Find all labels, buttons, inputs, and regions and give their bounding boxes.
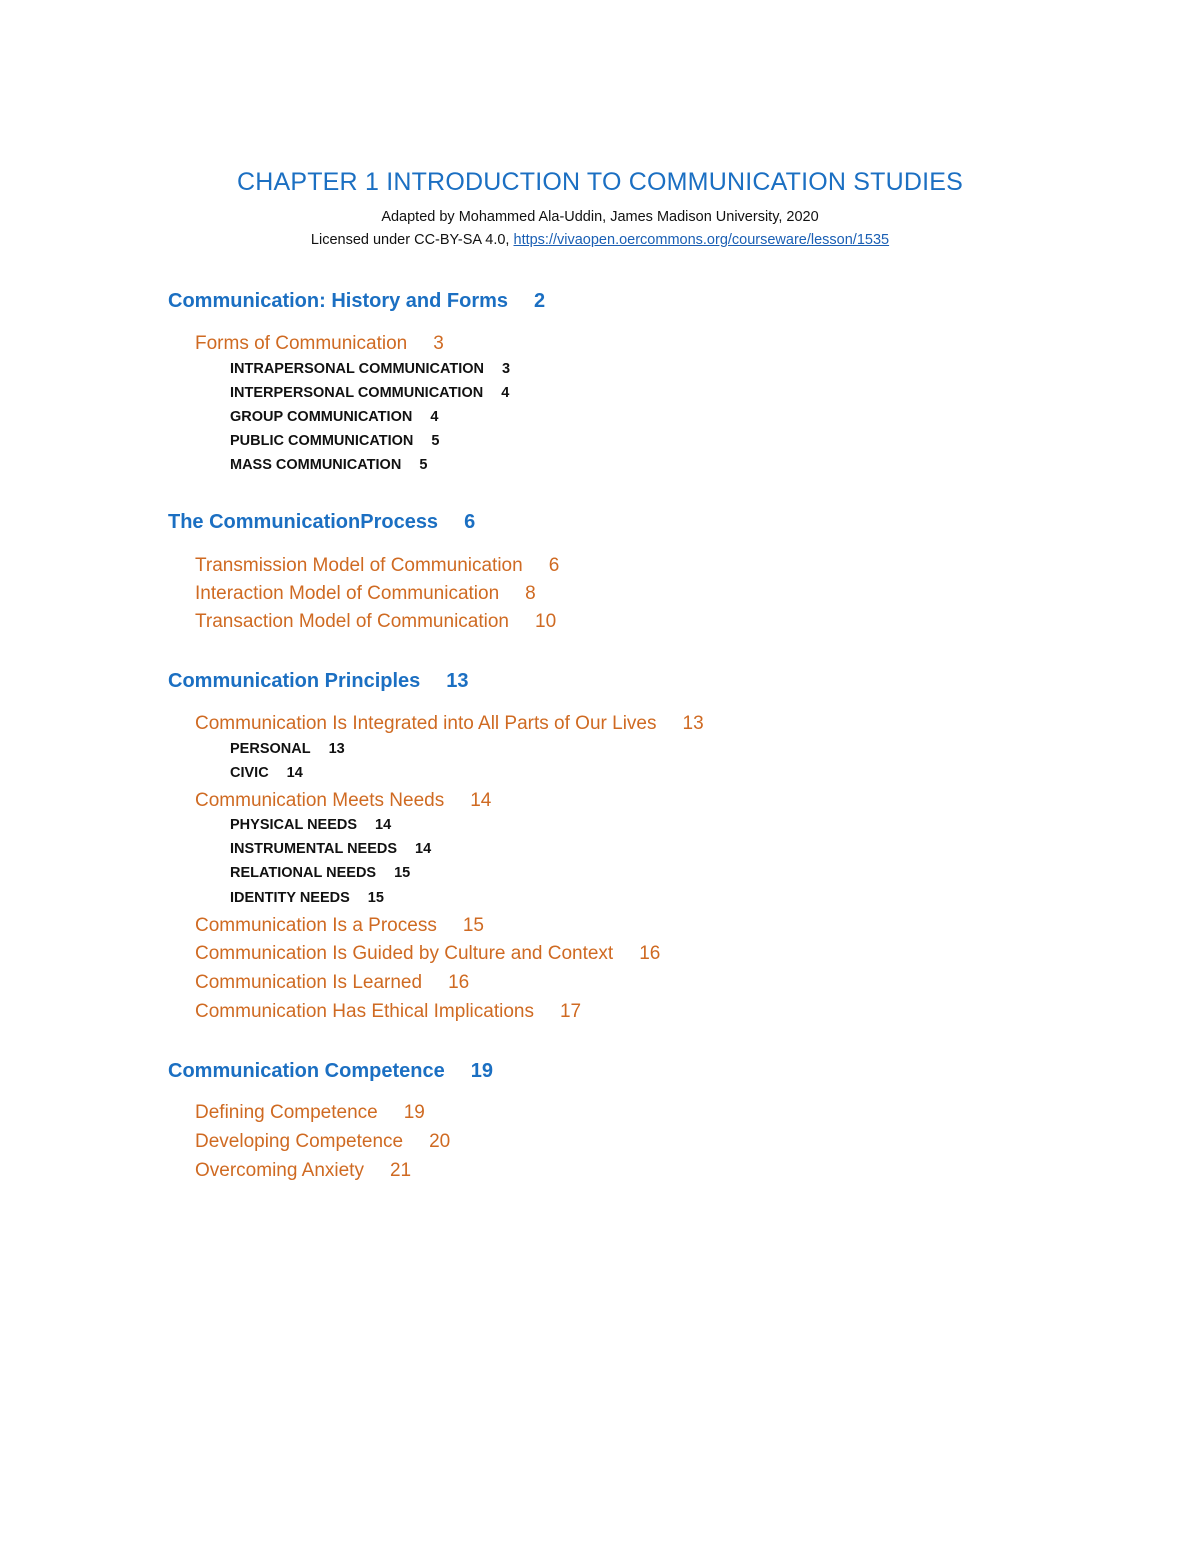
toc-entry-title: The CommunicationProcess	[168, 511, 439, 533]
toc-entry-page-number: 4	[430, 409, 439, 425]
toc-entry-page-number: 13	[682, 713, 704, 734]
toc-entry-title: GROUP COMMUNICATION	[230, 409, 413, 425]
toc-entry-level-2[interactable]	[195, 555, 559, 577]
toc-entry-page-number: 10	[535, 611, 557, 632]
toc-entry-title: INSTRUMENTAL NEEDS	[230, 841, 398, 857]
toc-entry-title: Communication Competence	[168, 1060, 445, 1082]
toc-entry-title: Developing Competence	[195, 1131, 404, 1152]
toc-entry-page-number: 15	[367, 890, 384, 906]
toc-entry-page-number: 14	[375, 817, 392, 833]
toc-entry-title: Communication Is Learned	[195, 972, 423, 993]
toc-entry-level-3[interactable]	[230, 841, 431, 857]
toc-entry-level-2[interactable]	[195, 583, 536, 605]
toc-entry-title: PUBLIC COMMUNICATION	[230, 433, 414, 449]
toc-entry-level-3[interactable]	[230, 765, 303, 781]
toc-entry-title: Interaction Model of Communication	[195, 583, 500, 604]
toc-entry-title: Communication Has Ethical Implications	[195, 1001, 534, 1022]
adaptation-credit: Adapted by Mohammed Ala-Uddin, James Madison University, 2020	[381, 209, 819, 225]
toc-entry-page-number: 13	[446, 670, 469, 692]
license-line	[0, 232, 1200, 248]
toc-entry-level-1[interactable]	[168, 290, 545, 313]
license-prefix: Licensed under CC-BY-SA 4.0,	[310, 232, 514, 248]
toc-entry-title: Communication Is a Process	[195, 915, 437, 936]
toc-entry-title: Communication Is Integrated into All Parts of Our Lives	[195, 713, 657, 734]
toc-entry-level-3[interactable]	[230, 385, 509, 401]
toc-entry-page-number: 20	[429, 1131, 451, 1152]
toc-entry-level-2[interactable]	[195, 1102, 425, 1124]
toc-entry-level-1[interactable]	[168, 511, 475, 534]
toc-entry-page-number: 3	[502, 361, 511, 377]
toc-entry-level-3[interactable]	[230, 741, 345, 757]
toc-entry-level-2[interactable]	[195, 713, 704, 735]
toc-entry-page-number: 14	[286, 765, 303, 781]
toc-entry-page-number: 15	[394, 865, 411, 881]
toc-entry-title: Forms of Communication	[195, 333, 408, 354]
toc-entry-level-2[interactable]	[195, 943, 660, 965]
toc-entry-level-3[interactable]	[230, 361, 510, 377]
toc-entry-title: Communication: History and Forms	[168, 290, 509, 312]
toc-entry-page-number: 17	[559, 1001, 582, 1022]
toc-entry-page-number: 8	[525, 583, 536, 604]
toc-entry-page-number: 16	[448, 972, 470, 993]
toc-entry-level-2[interactable]	[195, 333, 444, 355]
toc-entry-title: INTRAPERSONAL COMMUNICATION	[230, 361, 485, 377]
toc-entry-page-number: 15	[462, 915, 484, 936]
toc-entry-level-3[interactable]	[230, 890, 384, 906]
toc-entry-page-number: 14	[470, 790, 492, 811]
toc-entry-level-3[interactable]	[230, 865, 410, 881]
toc-entry-title: Overcoming Anxiety	[195, 1160, 364, 1181]
toc-entry-page-number: 21	[389, 1160, 412, 1181]
toc-entry-page-number: 13	[328, 741, 345, 757]
toc-entry-title: IDENTITY NEEDS	[230, 890, 350, 906]
toc-entry-level-3[interactable]	[230, 457, 427, 473]
toc-entry-level-2[interactable]	[195, 972, 469, 994]
toc-entry-title: Communication Is Guided by Culture and Context	[195, 943, 614, 964]
toc-entry-page-number: 6	[464, 511, 476, 533]
toc-entry-title: CIVIC	[230, 765, 269, 781]
toc-entry-level-2[interactable]	[195, 1160, 411, 1182]
toc-entry-level-2[interactable]	[195, 1131, 450, 1153]
toc-entry-level-3[interactable]	[230, 817, 391, 833]
toc-entry-level-2[interactable]	[195, 1001, 581, 1023]
toc-entry-title: Transaction Model of Communication	[195, 611, 509, 632]
toc-entry-page-number: 19	[403, 1102, 425, 1123]
toc-entry-title: PHYSICAL NEEDS	[230, 817, 358, 833]
toc-entry-page-number: 6	[548, 555, 560, 576]
toc-entry-title: RELATIONAL NEEDS	[230, 865, 377, 881]
toc-entry-page-number: 5	[419, 457, 428, 473]
toc-entry-title: Transmission Model of Communication	[195, 555, 523, 576]
toc-entry-page-number: 4	[501, 385, 510, 401]
toc-entry-page-number: 3	[433, 333, 444, 354]
toc-entry-page-number: 2	[534, 290, 546, 312]
toc-entry-page-number: 16	[639, 943, 661, 964]
toc-entry-level-1[interactable]	[168, 1060, 493, 1083]
toc-entry-level-3[interactable]	[230, 409, 438, 425]
toc-entry-level-2[interactable]	[195, 790, 491, 812]
toc-entry-page-number: 14	[415, 841, 432, 857]
license-link[interactable]: https://vivaopen.oercommons.org/courseware/lesson/1535	[513, 232, 890, 248]
toc-entry-title: Communication Meets Needs	[195, 790, 445, 811]
toc-entry-page-number: 5	[431, 433, 440, 449]
toc-entry-title: Communication Principles	[168, 670, 421, 692]
toc-entry-title: INTERPERSONAL COMMUNICATION	[230, 385, 484, 401]
toc-entry-title: MASS COMMUNICATION	[230, 457, 402, 473]
chapter-title: CHAPTER 1 INTRODUCTION TO COMMUNICATION STUDIES	[236, 168, 964, 196]
toc-entry-title: PERSONAL	[230, 741, 311, 757]
toc-entry-title: Defining Competence	[195, 1102, 378, 1123]
toc-entry-level-2[interactable]	[195, 915, 484, 937]
toc-entry-level-1[interactable]	[168, 670, 469, 693]
toc-entry-page-number: 19	[470, 1060, 493, 1082]
toc-entry-level-3[interactable]	[230, 433, 439, 449]
toc-entry-level-2[interactable]	[195, 611, 556, 633]
